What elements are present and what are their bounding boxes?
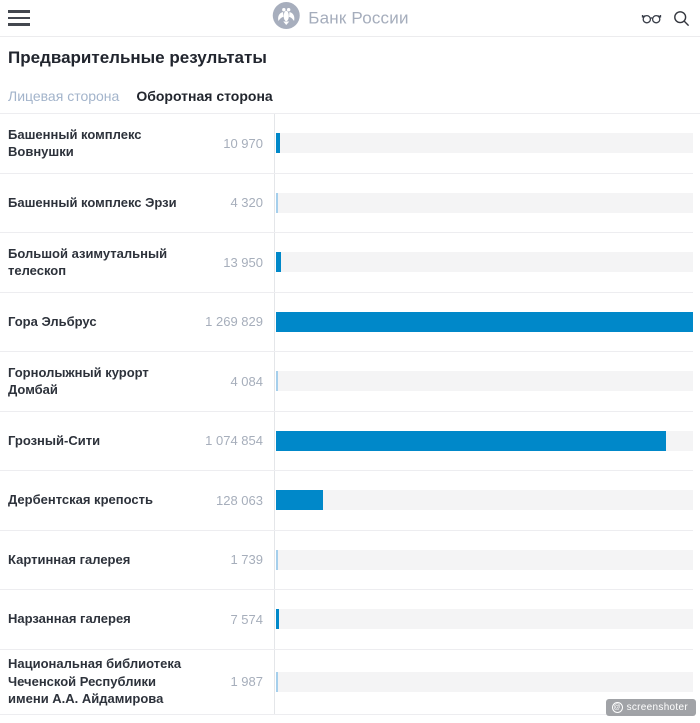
bar-fill bbox=[276, 672, 278, 692]
option-label: Гора Эльбрус bbox=[8, 313, 97, 329]
result-row bbox=[0, 352, 693, 412]
result-row bbox=[0, 650, 693, 715]
result-row bbox=[0, 412, 693, 472]
option-label: Башенный комплекс Вовнушки bbox=[8, 126, 142, 160]
side-tabs bbox=[8, 88, 692, 113]
option-label: Дербентская крепость bbox=[8, 492, 153, 508]
vote-count: 4 320 bbox=[230, 195, 263, 211]
results-bar-chart bbox=[0, 113, 700, 715]
bank-emblem-icon bbox=[272, 2, 300, 35]
bar-track bbox=[276, 490, 693, 510]
vote-count: 128 063 bbox=[216, 492, 263, 508]
vote-count: 1 074 854 bbox=[205, 433, 263, 449]
vote-count: 1 987 bbox=[230, 674, 263, 689]
bar-cell bbox=[274, 412, 693, 471]
bar-cell bbox=[274, 352, 693, 411]
result-row bbox=[0, 531, 693, 591]
bank-logo[interactable] bbox=[272, 2, 408, 35]
vote-count: 1 739 bbox=[230, 552, 263, 568]
result-row bbox=[0, 233, 693, 293]
bar-track bbox=[276, 193, 693, 213]
at-circle-icon: @ bbox=[613, 704, 621, 711]
vote-count: 4 084 bbox=[230, 373, 263, 389]
result-row bbox=[0, 293, 693, 353]
bar-track bbox=[276, 133, 693, 153]
watermark-label: screenshoter bbox=[626, 702, 688, 713]
bar-fill bbox=[276, 252, 281, 272]
bar-fill bbox=[276, 550, 278, 570]
bar-fill bbox=[276, 193, 278, 213]
accessibility-glasses-icon[interactable] bbox=[641, 11, 662, 25]
bar-fill bbox=[276, 490, 323, 510]
bar-cell bbox=[274, 114, 693, 173]
bar-fill bbox=[276, 133, 280, 153]
bar-cell bbox=[274, 590, 693, 649]
result-row bbox=[0, 471, 693, 531]
tab-back-side[interactable]: Оборотная сторона bbox=[136, 88, 273, 104]
bar-cell bbox=[274, 233, 693, 292]
bar-cell bbox=[274, 471, 693, 530]
bar-cell bbox=[274, 293, 693, 352]
bar-track bbox=[276, 431, 693, 451]
result-row bbox=[0, 590, 693, 650]
option-label: Башенный комплекс Эрзи bbox=[8, 194, 177, 210]
bar-track bbox=[276, 550, 693, 570]
bar-fill bbox=[276, 312, 693, 332]
option-label: Грозный-Сити bbox=[8, 432, 101, 448]
top-bar bbox=[0, 0, 700, 37]
search-icon[interactable] bbox=[673, 10, 690, 27]
bank-logo-label: Банк России bbox=[308, 8, 409, 27]
bar-track bbox=[276, 672, 693, 692]
option-label: Большой азимутальный телескоп bbox=[8, 245, 168, 279]
bar-fill bbox=[276, 431, 666, 451]
vote-count: 10 970 bbox=[223, 135, 263, 151]
bar-fill bbox=[276, 371, 278, 391]
option-label: Нарзанная галерея bbox=[8, 611, 131, 627]
option-label: Национальная библиотека Чеченской Республики имени А.А. Айдамирова bbox=[8, 656, 182, 707]
bar-cell bbox=[274, 174, 693, 233]
option-label: Картинная галерея bbox=[8, 551, 131, 567]
result-row bbox=[0, 174, 693, 234]
option-label: Горнолыжный курорт Домбай bbox=[8, 364, 149, 398]
tab-front-side[interactable]: Лицевая сторона bbox=[8, 88, 120, 104]
bar-track bbox=[276, 371, 693, 391]
hamburger-menu-icon[interactable] bbox=[8, 10, 30, 26]
result-row bbox=[0, 114, 693, 174]
bar-track bbox=[276, 312, 693, 332]
bar-fill bbox=[276, 609, 279, 629]
page-title: Предварительные результаты bbox=[8, 48, 267, 67]
bar-track bbox=[276, 609, 693, 629]
vote-count: 1 269 829 bbox=[205, 314, 263, 330]
vote-count: 13 950 bbox=[223, 254, 263, 270]
screenshoter-watermark bbox=[606, 699, 696, 716]
bar-cell bbox=[274, 531, 693, 590]
bar-track bbox=[276, 252, 693, 272]
vote-count: 7 574 bbox=[230, 611, 263, 627]
